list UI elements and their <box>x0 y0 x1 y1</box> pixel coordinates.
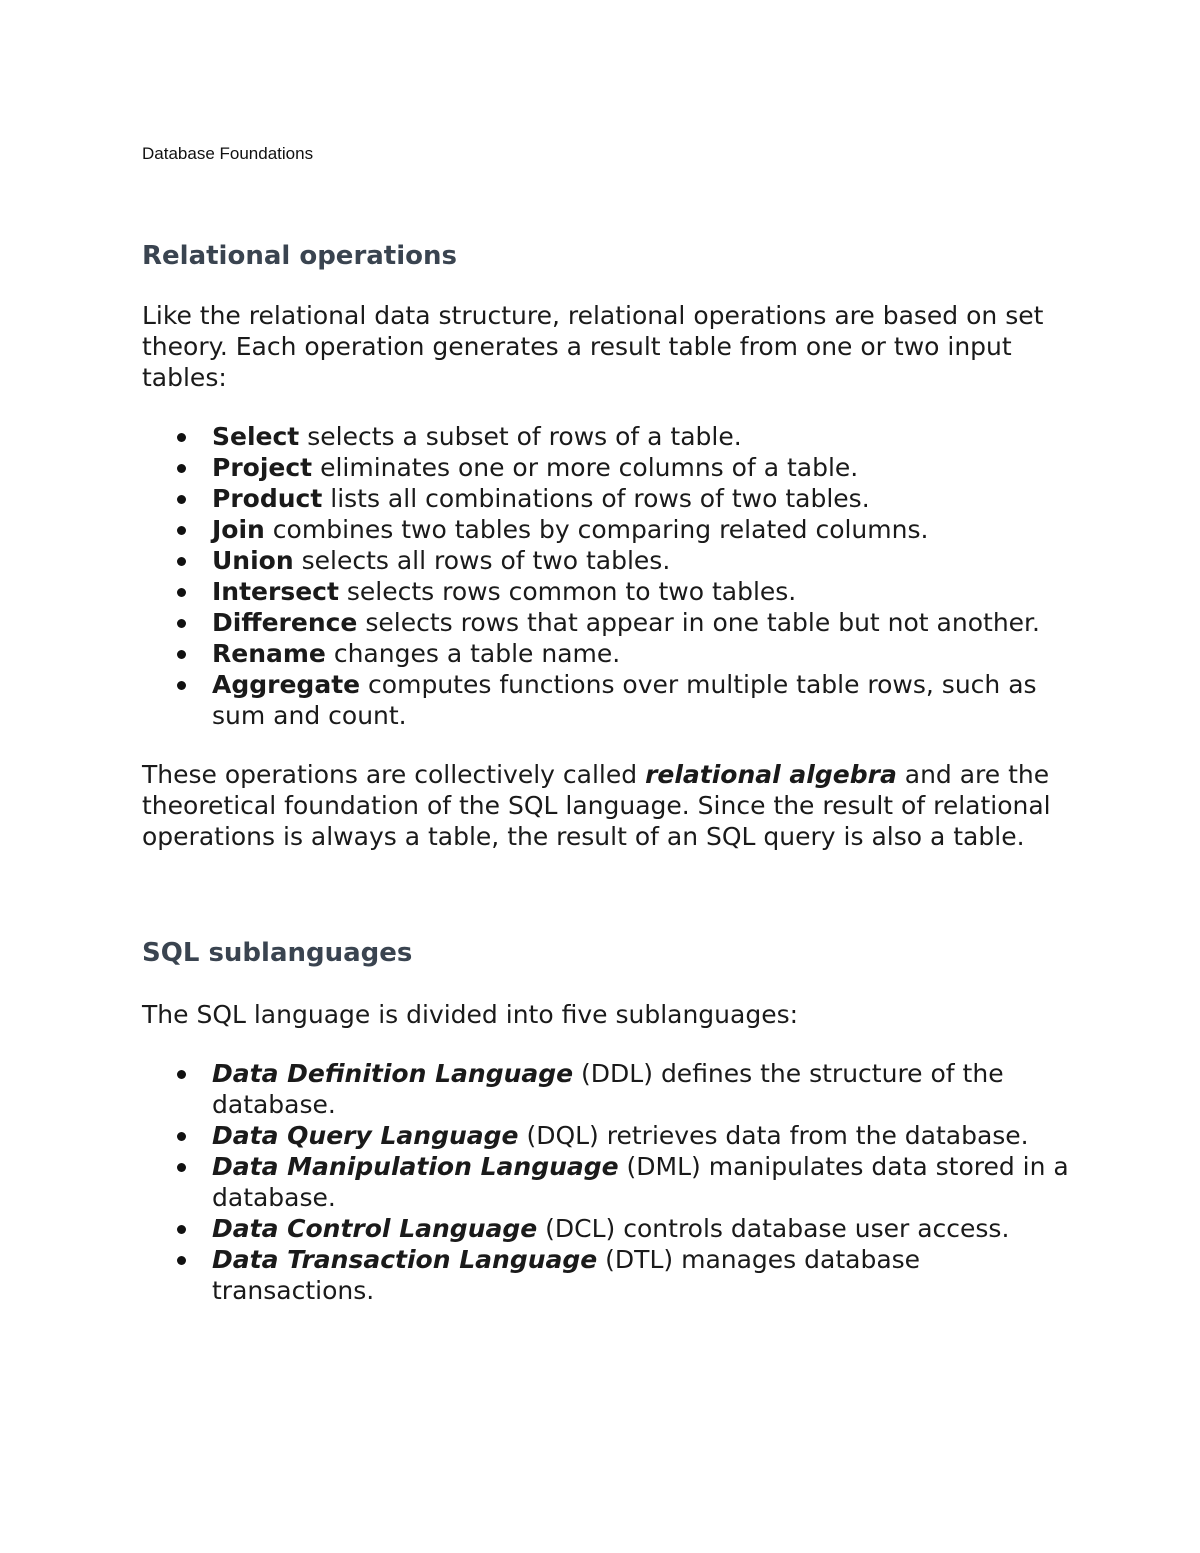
operation-description: lists all combinations of rows of two tables. <box>322 484 870 513</box>
operation-description: selects rows that appear in one table but not another. <box>357 608 1040 637</box>
operation-term: Difference <box>212 608 358 637</box>
sql-intro-paragraph: The SQL language is divided into five sublanguages: <box>142 1000 799 1029</box>
sublanguage-description: (DTL) manages database transactions. <box>212 1245 921 1305</box>
sublanguage-description: (DCL) controls database user access. <box>537 1214 1010 1243</box>
operation-term: Select <box>212 422 300 451</box>
operation-term: Rename <box>212 639 326 668</box>
closing-text-start: These operations are collectively called <box>142 760 646 789</box>
document-header: Database Foundations <box>142 144 314 163</box>
operation-description: changes a table name. <box>325 639 621 668</box>
operation-description: selects all rows of two tables. <box>293 546 671 575</box>
list-item <box>142 607 1082 638</box>
list-item <box>142 452 1082 483</box>
relational-operations-list <box>142 421 1082 731</box>
list-item <box>142 1058 1082 1120</box>
operation-description: selects a subset of rows of a table. <box>299 422 742 451</box>
list-item <box>142 545 1082 576</box>
sublanguage-term: Data Definition Language <box>212 1059 574 1088</box>
document-body <box>142 238 1082 1306</box>
list-item <box>142 421 1082 452</box>
section-heading-relational-operations: Relational operations <box>142 241 457 271</box>
sql-sublanguages-list <box>142 1058 1082 1306</box>
operation-description: combines two tables by comparing related columns. <box>264 515 929 544</box>
closing-text-end: and are the theoretical foundation of the SQL language. Since the result of relational operations is always a table, the result of an SQL query is also a table. <box>142 760 1051 851</box>
sublanguage-term: Data Query Language <box>212 1121 519 1150</box>
operation-term: Union <box>212 546 294 575</box>
sublanguage-term: Data Manipulation Language <box>212 1152 619 1181</box>
operation-description: selects rows common to two tables. <box>338 577 797 606</box>
list-item <box>142 483 1082 514</box>
sublanguage-term: Data Control Language <box>212 1214 538 1243</box>
operation-description: computes functions over multiple table rows, such as sum and count. <box>212 670 1037 730</box>
list-item <box>142 1151 1082 1213</box>
sublanguage-description: (DDL) defines the structure of the database. <box>212 1059 1004 1119</box>
closing-paragraph <box>142 759 1082 852</box>
list-item <box>142 638 1082 669</box>
section-intro-paragraph: Like the relational data structure, relational operations are based on set theory. Each operation generates a result table from one or two input tables: <box>142 301 1044 392</box>
list-item <box>142 1213 1082 1244</box>
sublanguage-term: Data Transaction Language <box>212 1245 598 1274</box>
section-heading-sql-sublanguages: SQL sublanguages <box>142 938 413 968</box>
list-item <box>142 576 1082 607</box>
list-item <box>142 669 1082 731</box>
operation-term: Product <box>212 484 323 513</box>
relational-algebra-term: relational algebra <box>645 760 897 789</box>
sublanguage-description: (DML) manipulates data stored in a database. <box>212 1152 1069 1212</box>
operation-term: Intersect <box>212 577 339 606</box>
list-item <box>142 1244 1082 1306</box>
operation-term: Aggregate <box>212 670 361 699</box>
operation-term: Project <box>212 453 313 482</box>
list-item <box>142 514 1082 545</box>
list-item <box>142 1120 1082 1151</box>
sublanguage-description: (DQL) retrieves data from the database. <box>518 1121 1029 1150</box>
operation-term: Join <box>212 515 265 544</box>
operation-description: eliminates one or more columns of a table. <box>312 453 859 482</box>
